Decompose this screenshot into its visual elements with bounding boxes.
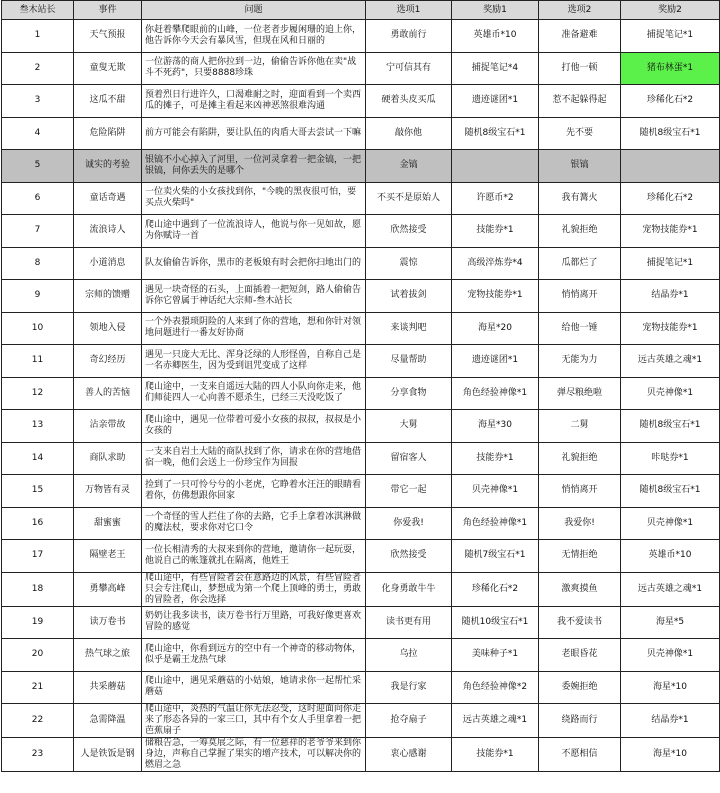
table-row bbox=[2, 671, 720, 704]
cell-reward1: 角色经验神像*1 bbox=[452, 507, 539, 540]
cell-question: 银镐不小心掉入了河里，一位河灵拿着一把金镐，一把银镐，问你丢失的是哪个 bbox=[142, 150, 366, 183]
cell-no: 5 bbox=[2, 150, 74, 183]
cell-option2: 二舅 bbox=[539, 410, 621, 443]
cell-option1: 震惊 bbox=[366, 247, 452, 280]
cell-question: 爬山途中，你看到远方的空中有一个神奇的移动物体，似乎是霸王龙热气球 bbox=[142, 639, 366, 672]
cell-reward1: 遗迹谜团*1 bbox=[452, 345, 539, 378]
table-row bbox=[2, 20, 720, 53]
cell-reward2: 贝壳神像*1 bbox=[621, 639, 720, 672]
header-no: 叁木站长 bbox=[2, 1, 74, 20]
cell-question: 一支来自岩土大陆的商队找到了你，请求在你的营地借宿一晚，他们会送上一份珍宝作为回报 bbox=[142, 442, 366, 475]
cell-question: 爬山途中遇到了一位流浪诗人，他说与你一见如故，愿为你赋诗一首 bbox=[142, 215, 366, 248]
cell-question: 队友偷偷告诉你，黑市的老板娘有时会把你扫地出门的 bbox=[142, 247, 366, 280]
cell-event: 小道消息 bbox=[74, 247, 142, 280]
cell-no: 6 bbox=[2, 182, 74, 215]
cell-option1: 宁可信其有 bbox=[366, 52, 452, 85]
cell-question: 一位卖火柴的小女孩找到你，"今晚的黑夜很可怕，要买点火柴吗" bbox=[142, 182, 366, 215]
cell-reward2 bbox=[621, 150, 720, 183]
cell-no: 8 bbox=[2, 247, 74, 280]
table-row bbox=[2, 377, 720, 410]
cell-option2: 无情拒绝 bbox=[539, 540, 621, 573]
cell-reward2: 远古英雄之魂*1 bbox=[621, 345, 720, 378]
cell-reward1: 随机8级宝石*1 bbox=[452, 117, 539, 150]
cell-reward2: 英雄币*10 bbox=[621, 540, 720, 573]
table-row bbox=[2, 52, 720, 85]
cell-option1: 尽量帮助 bbox=[366, 345, 452, 378]
cell-event: 这瓜不甜 bbox=[74, 85, 142, 118]
cell-event: 急需降温 bbox=[74, 704, 142, 738]
cell-option2: 我不爱读书 bbox=[539, 606, 621, 639]
cell-event: 诚实的考验 bbox=[74, 150, 142, 183]
cell-question: 前方可能会有陷阱，要让队伍的肉盾大哥去尝试一下嘛 bbox=[142, 117, 366, 150]
cell-no: 23 bbox=[2, 738, 74, 772]
cell-event: 沾亲带故 bbox=[74, 410, 142, 443]
cell-event: 领地入侵 bbox=[74, 312, 142, 345]
cell-reward2: 海星*5 bbox=[621, 606, 720, 639]
cell-no: 16 bbox=[2, 507, 74, 540]
cell-option2: 绕路而行 bbox=[539, 704, 621, 738]
cell-option1: 欣然接受 bbox=[366, 540, 452, 573]
cell-question: 你赶着攀爬眼前的山峰，一位老者步履闲珊的追上你，他告诉你今天会有暴风雪，但现在风和日丽的 bbox=[142, 20, 366, 53]
cell-question: 遇见一只庞大无比、浑身泛绿的人形怪兽，自称自己是一名赤卿医生，因为受到诅咒变成了这样 bbox=[142, 345, 366, 378]
cell-event: 共采蘑菇 bbox=[74, 671, 142, 704]
cell-reward2: 珍稀化石*2 bbox=[621, 182, 720, 215]
cell-option1: 我是行家 bbox=[366, 671, 452, 704]
table-row bbox=[2, 704, 720, 738]
cell-reward1: 随机7级宝石*1 bbox=[452, 540, 539, 573]
cell-no: 18 bbox=[2, 572, 74, 606]
cell-reward2: 海星*10 bbox=[621, 671, 720, 704]
table-row bbox=[2, 215, 720, 248]
cell-reward1: 技能券*1 bbox=[452, 442, 539, 475]
table-row bbox=[2, 507, 720, 540]
cell-question: 一位游荡的商人把你拉到一边，偷偷告诉你他在卖"战斗不死药"，只要8888珍珠 bbox=[142, 52, 366, 85]
cell-question: 捡到了一只可怜兮兮的小老虎，它睁着水汪汪的眼睛看着你，仿佛想跟你回家 bbox=[142, 475, 366, 508]
cell-reward1: 角色经验神像*1 bbox=[452, 377, 539, 410]
cell-reward1: 角色经验神像*2 bbox=[452, 671, 539, 704]
cell-reward1: 美味种子*1 bbox=[452, 639, 539, 672]
cell-option2: 悄悄离开 bbox=[539, 280, 621, 313]
cell-question: 爬山途中，遇见采蘑菇的小姑娘，她请求你一起帮忙采蘑菇 bbox=[142, 671, 366, 704]
table-row bbox=[2, 738, 720, 772]
cell-option1: 试着拔剑 bbox=[366, 280, 452, 313]
cell-reward2: 宠物技能券*1 bbox=[621, 215, 720, 248]
cell-question: 爬山途中，一支来自遥远大陆的四人小队向你走来，他们师徒四人一心向善不愿杀生，已经三天没吃饭了 bbox=[142, 377, 366, 410]
cell-no: 15 bbox=[2, 475, 74, 508]
cell-option2: 弹尽粮绝啦 bbox=[539, 377, 621, 410]
cell-event: 万物皆有灵 bbox=[74, 475, 142, 508]
cell-reward2: 猪布林蛋*1 bbox=[621, 52, 720, 85]
cell-reward2: 随机8级宝石*1 bbox=[621, 117, 720, 150]
cell-reward2: 捕捉笔记*1 bbox=[621, 247, 720, 280]
cell-reward1: 海星*30 bbox=[452, 410, 539, 443]
cell-reward1: 贝壳神像*1 bbox=[452, 475, 539, 508]
cell-no: 11 bbox=[2, 345, 74, 378]
cell-no: 21 bbox=[2, 671, 74, 704]
cell-option1: 敲你他 bbox=[366, 117, 452, 150]
cell-no: 13 bbox=[2, 410, 74, 443]
cell-option2: 准备避难 bbox=[539, 20, 621, 53]
cell-no: 7 bbox=[2, 215, 74, 248]
cell-no: 4 bbox=[2, 117, 74, 150]
table-row bbox=[2, 85, 720, 118]
cell-option2: 不愿相信 bbox=[539, 738, 621, 772]
table-row bbox=[2, 540, 720, 573]
cell-reward1 bbox=[452, 150, 539, 183]
header-row bbox=[2, 1, 720, 20]
cell-event: 流浪诗人 bbox=[74, 215, 142, 248]
table-row bbox=[2, 312, 720, 345]
table-row bbox=[2, 150, 720, 183]
cell-reward2: 宠物技能券*1 bbox=[621, 312, 720, 345]
cell-option2: 先不要 bbox=[539, 117, 621, 150]
cell-option1: 读书更有用 bbox=[366, 606, 452, 639]
cell-option2: 激爽摸鱼 bbox=[539, 572, 621, 606]
cell-no: 19 bbox=[2, 606, 74, 639]
cell-option2: 惹不起躲得起 bbox=[539, 85, 621, 118]
cell-question: 储粮告急，一筹莫展之际，有一位慈祥的老爷爷来到你身边，声称自己掌握了果实的增产技术，可以解决你的燃眉之急 bbox=[142, 738, 366, 772]
cell-reward2: 贝壳神像*1 bbox=[621, 377, 720, 410]
cell-reward1: 珍稀化石*2 bbox=[452, 572, 539, 606]
cell-event: 善人的苦恼 bbox=[74, 377, 142, 410]
cell-option2: 悄悄离开 bbox=[539, 475, 621, 508]
cell-event: 童话奇遇 bbox=[74, 182, 142, 215]
cell-option1: 来谈判吧 bbox=[366, 312, 452, 345]
cell-option2: 瓜都烂了 bbox=[539, 247, 621, 280]
cell-event: 天气预报 bbox=[74, 20, 142, 53]
table-row bbox=[2, 442, 720, 475]
cell-option2: 给他一锤 bbox=[539, 312, 621, 345]
cell-option1: 分享食物 bbox=[366, 377, 452, 410]
cell-reward1: 随机10级宝石*1 bbox=[452, 606, 539, 639]
cell-option1: 带它一起 bbox=[366, 475, 452, 508]
table-row bbox=[2, 247, 720, 280]
cell-option1: 硬着头皮买瓜 bbox=[366, 85, 452, 118]
cell-reward1: 宠物技能券*1 bbox=[452, 280, 539, 313]
cell-reward2: 结晶券*1 bbox=[621, 704, 720, 738]
cell-no: 2 bbox=[2, 52, 74, 85]
cell-reward2: 随机8级宝石*1 bbox=[621, 410, 720, 443]
cell-question: 爬山途中，有些冒险者会在意路边的风景，有些冒险者只会专注爬山，梦想成为第一个爬上顶峰的勇士，勇敢的冒险者，你会选择 bbox=[142, 572, 366, 606]
cell-option1: 化身勇敢牛牛 bbox=[366, 572, 452, 606]
cell-reward1: 许愿币*2 bbox=[452, 182, 539, 215]
table-row bbox=[2, 606, 720, 639]
cell-option1: 大舅 bbox=[366, 410, 452, 443]
cell-option2: 打他一顿 bbox=[539, 52, 621, 85]
cell-no: 1 bbox=[2, 20, 74, 53]
table-row bbox=[2, 572, 720, 606]
header-reward2: 奖励2 bbox=[621, 1, 720, 20]
cell-event: 人是铁饭是钢 bbox=[74, 738, 142, 772]
cell-event: 勇攀高峰 bbox=[74, 572, 142, 606]
cell-question: 预着烈日行进许久，口渴难耐之时，迎面看到一个卖西瓜的摊子，可是摊主看起来凶神恶煞很难沟通 bbox=[142, 85, 366, 118]
cell-option2: 银镐 bbox=[539, 150, 621, 183]
cell-reward2: 随机8级宝石*1 bbox=[621, 475, 720, 508]
table-row bbox=[2, 475, 720, 508]
cell-question: 遇见一块奇怪的石头，上面插着一把短剑，路人偷偷告诉你它曾属于神话纪大宗师-叁木站长 bbox=[142, 280, 366, 313]
cell-no: 14 bbox=[2, 442, 74, 475]
cell-event: 热气球之旅 bbox=[74, 639, 142, 672]
cell-no: 9 bbox=[2, 280, 74, 313]
cell-event: 宗师的馈赠 bbox=[74, 280, 142, 313]
table-row bbox=[2, 117, 720, 150]
cell-event: 商队求助 bbox=[74, 442, 142, 475]
cell-option1: 勇敢前行 bbox=[366, 20, 452, 53]
cell-question: 一个奇怪的雪人拦住了你的去路，它手上拿着冰淇淋做的魔法杖，要求你对它口令 bbox=[142, 507, 366, 540]
cell-no: 17 bbox=[2, 540, 74, 573]
cell-reward2: 远古英雄之魂*1 bbox=[621, 572, 720, 606]
cell-no: 10 bbox=[2, 312, 74, 345]
cell-option2: 委婉拒绝 bbox=[539, 671, 621, 704]
cell-option2: 礼貌拒绝 bbox=[539, 442, 621, 475]
cell-question: 一个外表猥琐阴险的人来到了你的营地，想和你针对领地问题进行一番友好协商 bbox=[142, 312, 366, 345]
cell-reward2: 贝壳神像*1 bbox=[621, 507, 720, 540]
cell-option1: 衷心感谢 bbox=[366, 738, 452, 772]
cell-reward1: 高级淬炼券*4 bbox=[452, 247, 539, 280]
cell-question: 一位长相清秀的大叔来到你的营地，邀请你一起玩耍，他说自己的帐篷就扎在隔离，他姓王 bbox=[142, 540, 366, 573]
header-question: 问题 bbox=[142, 1, 366, 20]
cell-event: 读万卷书 bbox=[74, 606, 142, 639]
cell-reward2: 捕捉笔记*1 bbox=[621, 20, 720, 53]
cell-option2: 老眼昏花 bbox=[539, 639, 621, 672]
cell-reward2: 珍稀化石*2 bbox=[621, 85, 720, 118]
table-row bbox=[2, 345, 720, 378]
cell-event: 甜蜜蜜 bbox=[74, 507, 142, 540]
table-row bbox=[2, 639, 720, 672]
cell-reward1: 英雄币*10 bbox=[452, 20, 539, 53]
cell-reward1: 技能券*1 bbox=[452, 215, 539, 248]
cell-option1: 不买不是原始人 bbox=[366, 182, 452, 215]
cell-option1: 你爱我! bbox=[366, 507, 452, 540]
cell-option1: 留宿客人 bbox=[366, 442, 452, 475]
cell-question: 奶奶让我多读书，读万卷书行万里路，可我好像更喜欢冒险的感觉 bbox=[142, 606, 366, 639]
cell-option1: 乌拉 bbox=[366, 639, 452, 672]
cell-no: 3 bbox=[2, 85, 74, 118]
cell-option1: 欣然接受 bbox=[366, 215, 452, 248]
cell-option2: 无能为力 bbox=[539, 345, 621, 378]
cell-reward1: 远古英雄之魂*1 bbox=[452, 704, 539, 738]
cell-reward2: 海星*10 bbox=[621, 738, 720, 772]
cell-event: 奇幻经历 bbox=[74, 345, 142, 378]
cell-no: 12 bbox=[2, 377, 74, 410]
table-row bbox=[2, 280, 720, 313]
cell-reward2: 结晶券*1 bbox=[621, 280, 720, 313]
cell-no: 22 bbox=[2, 704, 74, 738]
cell-reward1: 遗迹谜团*1 bbox=[452, 85, 539, 118]
header-event: 事件 bbox=[74, 1, 142, 20]
cell-question: 爬山途中，炎热的气温让你无法忍受，这时迎面向你走来了形态各异的一家三口，其中有个女人手里拿着一把芭蕉扇子 bbox=[142, 704, 366, 738]
cell-option1: 抢夺扇子 bbox=[366, 704, 452, 738]
event-table bbox=[1, 0, 720, 772]
cell-reward1: 海星*20 bbox=[452, 312, 539, 345]
header-option2: 选项2 bbox=[539, 1, 621, 20]
cell-option2: 我有篝火 bbox=[539, 182, 621, 215]
cell-option1: 金镐 bbox=[366, 150, 452, 183]
table-row bbox=[2, 182, 720, 215]
cell-event: 危险陷阱 bbox=[74, 117, 142, 150]
cell-event: 隔壁老王 bbox=[74, 540, 142, 573]
cell-option2: 我爱你! bbox=[539, 507, 621, 540]
cell-reward1: 捕捉笔记*4 bbox=[452, 52, 539, 85]
header-reward1: 奖励1 bbox=[452, 1, 539, 20]
table-row bbox=[2, 410, 720, 443]
header-option1: 选项1 bbox=[366, 1, 452, 20]
cell-question: 爬山途中，遇见一位带着可爱小女孩的叔叔，叔叔是小女孩的 bbox=[142, 410, 366, 443]
cell-option2: 礼貌拒绝 bbox=[539, 215, 621, 248]
cell-reward2: 咔哒券*1 bbox=[621, 442, 720, 475]
cell-event: 童叟无欺 bbox=[74, 52, 142, 85]
cell-no: 20 bbox=[2, 639, 74, 672]
cell-reward1: 技能券*1 bbox=[452, 738, 539, 772]
